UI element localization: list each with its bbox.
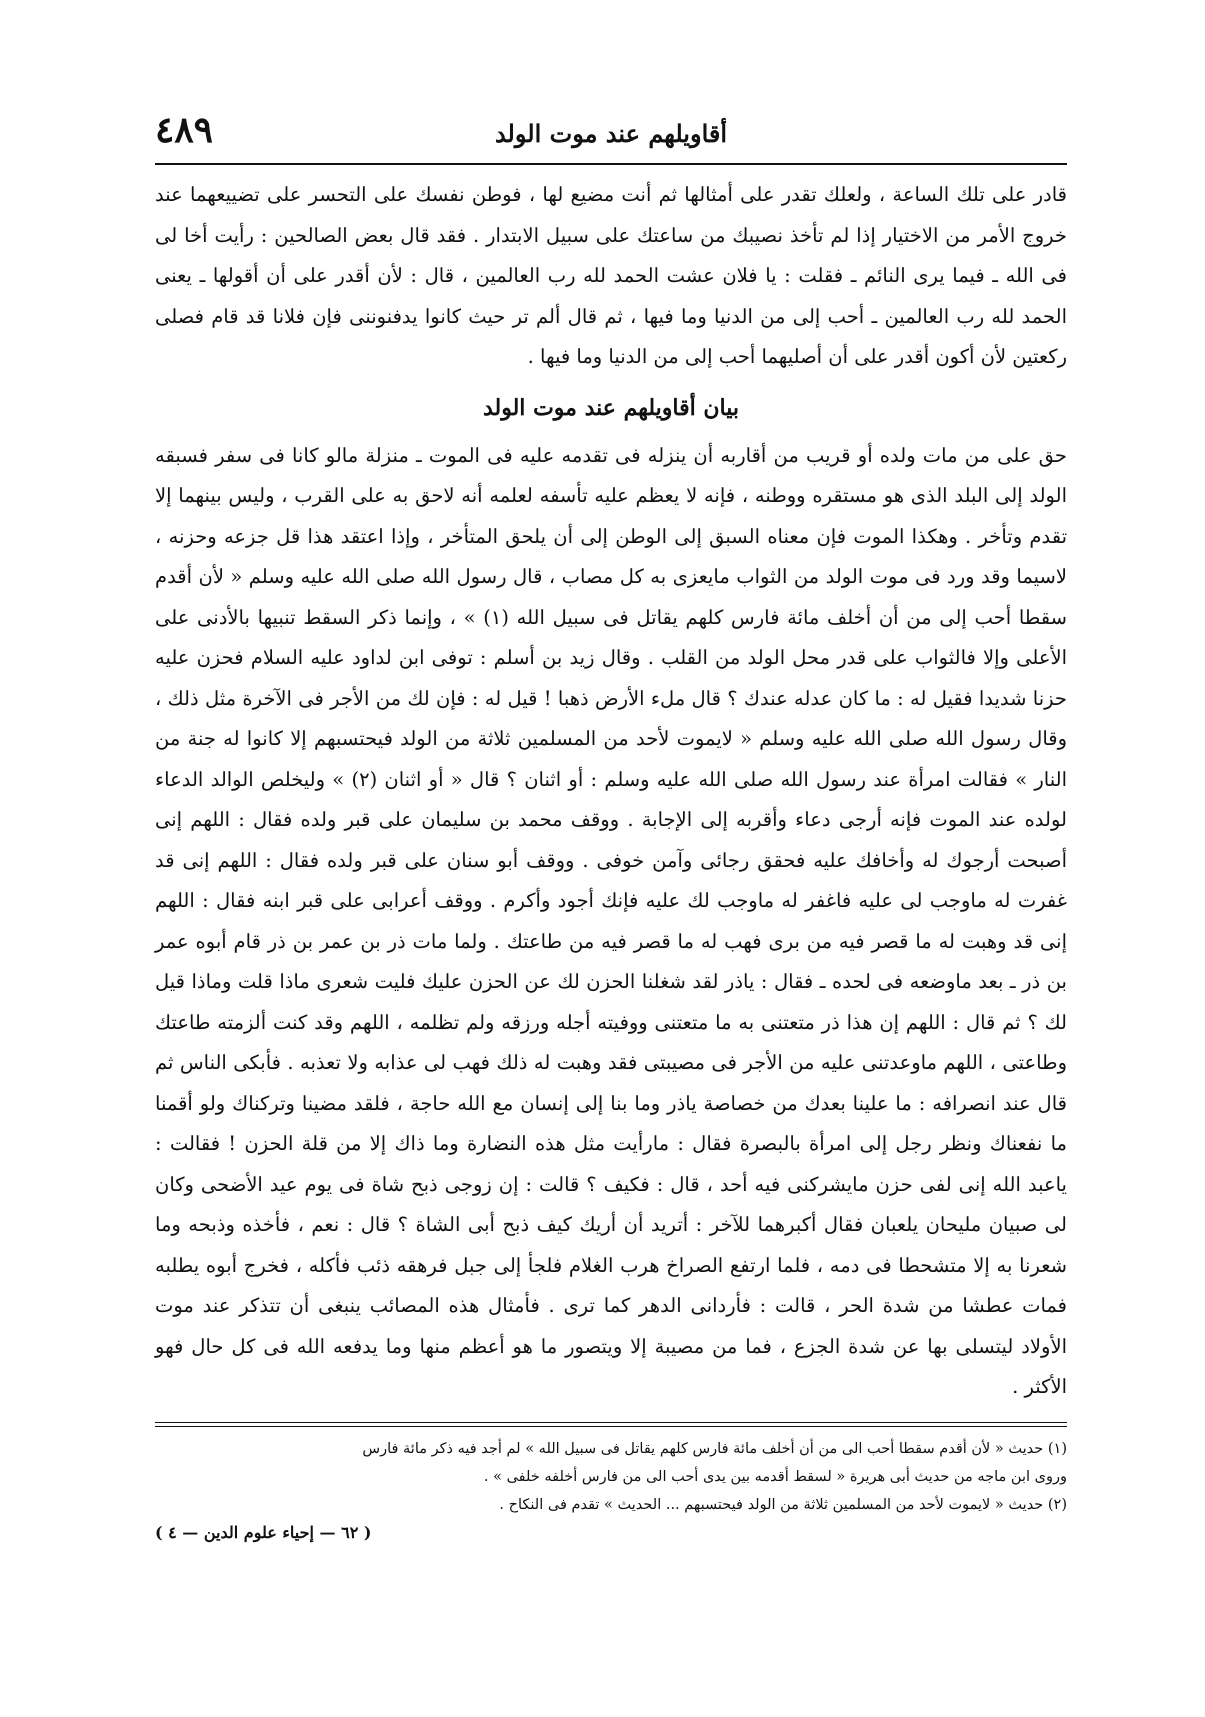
footnote-divider (155, 1422, 1067, 1423)
footnote-2: (٢) حديث « لايموت لأحد من المسلمين ثلاثة من الولد فيحتسبهم ... الحديث » تقدم فى النكاح . (499, 1496, 1067, 1513)
main-text (155, 175, 1067, 1408)
page-number: ٤٨٩ (155, 109, 214, 151)
intro-paragraph: قادر على تلك الساعة ، ولعلك تقدر على أمثالها ثم أنت مضيع لها ، فوطن نفسك على التحسر على تضييعهما عند خروج الأمر من الاختيار إذا لم تأخذ نصيبك من ساعتك على سبيل الابتدار . فقد قال بعض الصالحين : رأيت أخا لى فى الله ـ فيما يرى النائم ـ فقلت : يا فلان عشت الحمد لله رب العالمين ، قال : لأن أقدر على أن أقولها ـ يعنى الحمد لله رب العالمين ـ أحب إلى من الدنيا وما فيها ، ثم قال ألم تر حيث كانوا يدفنوننى فإن فلانا قد قام فصلى ركعتين لأن أكون أقدر على أن أصليهما أحب إلى من الدنيا وما فيها . (155, 183, 1067, 368)
footnote-1-line-2: وروى ابن ماجه من حديث أبى هريرة « لسقط أقدمه بين يدى أحب الى من فارس أخلفه خلفى » . (483, 1468, 1067, 1485)
book-page (155, 95, 1067, 1695)
running-title: أقاويلهم عند موت الولد (494, 119, 728, 148)
footnote-1-line-1: (١) حديث « لأن أقدم سقطا أحب الى من أن أخلف مائة فارس كلهم يقاتل فى سبيل الله » لم أجد فيه ذكر مائة فارس (362, 1440, 1067, 1457)
footnotes (155, 1435, 1067, 1547)
header-divider (155, 163, 1067, 165)
book-signature: ( ٦٢ — إحياء علوم الدين — ٤ ) (155, 1522, 372, 1542)
section-paragraph: حق على من مات ولده أو قريب من أقاربه أن ينزله فى تقدمه عليه فى الموت ـ منزلة مالو كانا فى سفر فسبقه الولد إلى البلد الذى هو مستقره ووطنه ، فإنه لا يعظم عليه تأسفه لعلمه أنه لاحق به على القرب ، وليس بينهما إلا تقدم وتأخر . وهكذا الموت فإن معناه السبق إلى الوطن إلى أن يلحق المتأخر ، وإذا اعتقد هذا قل جزعه وحزنه ، لاسيما وقد ورد فى موت الولد من الثواب مايعزى به كل مصاب ، قال رسول الله صلى الله عليه وسلم « لأن أقدم سقطا أحب إلى من أن أخلف مائة فارس كلهم يقاتل فى سبيل الله (١) » ، وإنما ذكر السقط تنبيها بالأدنى على الأعلى وإلا فالثواب على قدر محل الولد من القلب . وقال زيد بن أسلم : توفى ابن لداود عليه السلام فحزن عليه حزنا شديدا فقيل له : ما كان عدله عندك ؟ قال ملء الأرض ذهبا ! قيل له : فإن لك من الأجر فى الآخرة مثل ذلك ، وقال رسول الله صلى الله عليه وسلم « لايموت لأحد من المسلمين ثلاثة من الولد فيحتسبهم إلا كانوا له جنة من النار » فقالت امرأة عند رسول الله صلى الله عليه وسلم : أو اثنان ؟ قال « أو اثنان (٢) » وليخلص الوالد الدعاء لولده عند الموت فإنه أرجى دعاء وأقربه إلى الإجابة . ووقف محمد بن سليمان على قبر ولده فقال : اللهم إنى أصبحت أرجوك له وأخافك عليه فحقق رجائى وآمن خوفى . ووقف أبو سنان على قبر ولده فقال : اللهم إنى قد غفرت له ماوجب لى عليه فاغفر له ماوجب لك عليه فإنك أجود وأكرم . ووقف أعرابى على قبر ابنه فقال : اللهم إنى قد وهبت له ما قصر فيه من برى فهب له ما قصر فيه من طاعتك . ولما مات ذر بن عمر بن ذر قام أبوه عمر بن ذر ـ بعد ماوضعه فى لحده ـ فقال : ياذر لقد شغلنا الحزن لك عن الحزن عليك فليت شعرى ماذا قلت وماذا قيل لك ؟ ثم قال : اللهم إن هذا ذر متعتنى به ما متعتنى ووفيته أجله ورزقه ولم تظلمه ، اللهم وقد كنت ألزمته طاعتك وطاعتى ، اللهم ماوعدتنى عليه من الأجر فى مصيبتى فقد وهبت له ذلك فهب لى عذابه ولا تعذبه . فأبكى الناس ثم قال عند انصرافه : ما علينا بعدك من خصاصة ياذر وما بنا إلى إنسان مع الله حاجة ، فلقد مضينا وتركناك ولو أقمنا ما نفعناك ونظر رجل إلى امرأة بالبصرة فقال : مارأيت مثل هذه النضارة وما ذاك إلا من قلة الحزن ! فقالت : ياعبد الله إنى لفى حزن مايشركنى فيه أحد ، قال : فكيف ؟ قالت : إن زوجى ذبح شاة فى يوم عيد الأضحى وكان لى صبيان مليحان يلعبان فقال أكبرهما للآخر : أتريد أن أريك كيف ذبح أبى الشاة ؟ قال : نعم ، فأخذه وذبحه وما شعرنا به إلا متشحطا فى دمه ، فلما ارتفع الصراخ هرب الغلام فلجأ إلى جبل فرهقه ذئب فأكله ، فخرج أبوه يطلبه فمات عطشا من شدة الحر ، قالت : فأردانى الدهر كما ترى . فأمثال هذه المصائب ينبغى أن تتذكر عند موت الأولاد ليتسلى بها عن شدة الجزع ، فما من مصيبة إلا ويتصور ما هو أعظم منها وما يدفعه الله فى كل حال فهو الأكثر . (155, 443, 1067, 1398)
footnote-divider-secondary (155, 1426, 1067, 1427)
section-heading: بيان أقاويلهم عند موت الولد (482, 394, 739, 421)
page-header (155, 95, 1067, 165)
